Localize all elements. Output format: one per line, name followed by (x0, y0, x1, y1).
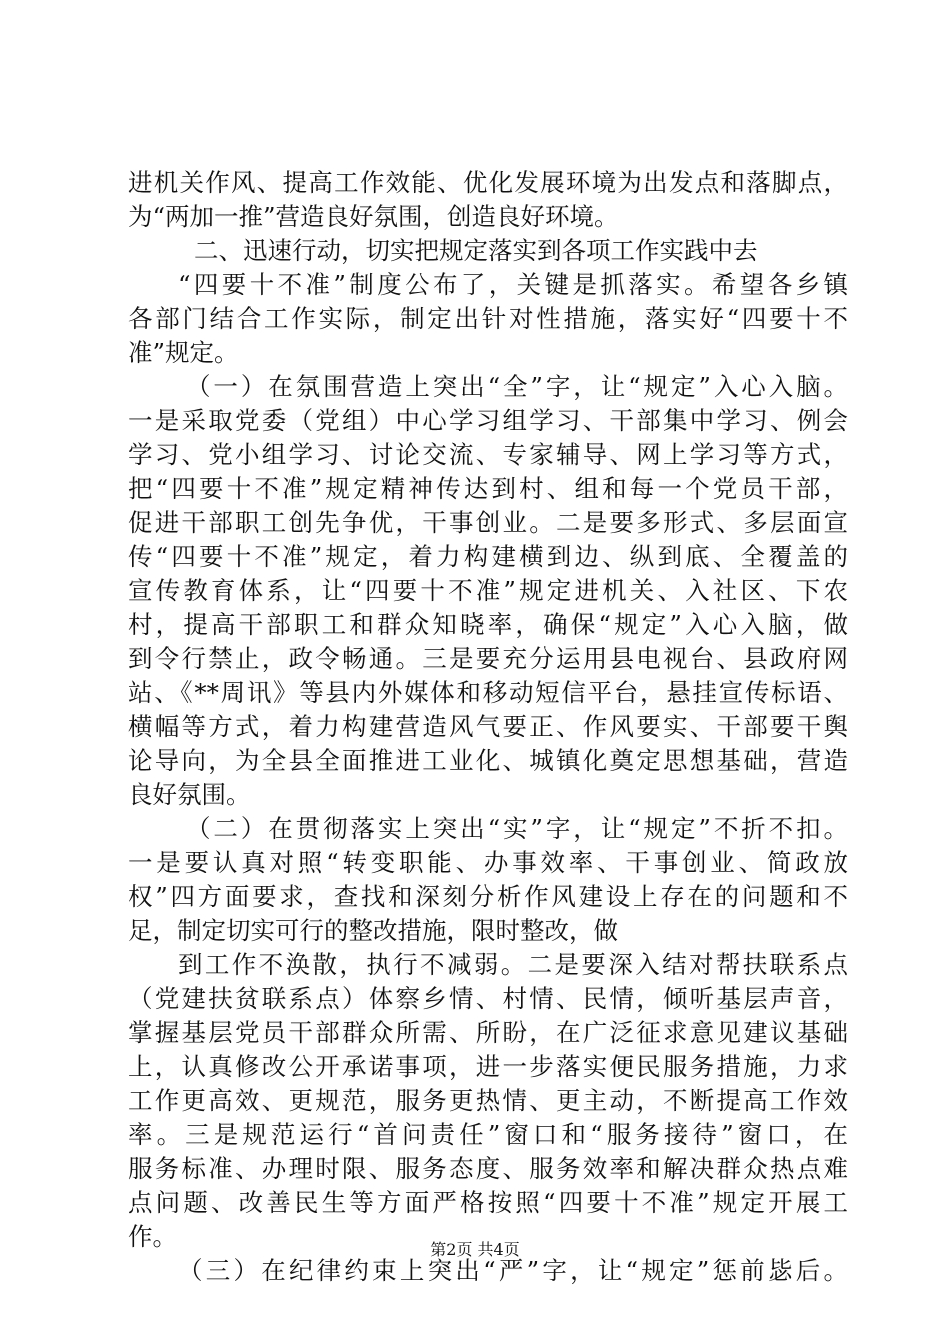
text-line: 上，认真修改公开承诺事项，进一步落实便民服务措施，力求 (128, 1052, 848, 1081)
text-line: （一）在氛围营造上突出“全”字，让“规定”入心入脑。 (186, 372, 848, 401)
page-footer: 第2页 共4页 (430, 1240, 520, 1259)
text-line: （党建扶贫联系点）体察乡情、村情、民情，倾听基层声音， (128, 984, 848, 1013)
text-line: 宣传教育体系，让“四要十不准”规定进机关、入社区、下农 (128, 576, 848, 605)
text-line: 二、迅速行动，切实把规定落实到各项工作实践中去 (194, 236, 758, 265)
text-line: 进机关作风、提高工作效能、优化发展环境为出发点和落脚点， (128, 168, 848, 197)
text-line: 传“四要十不准”规定，着力构建横到边、纵到底、全覆盖的 (128, 542, 848, 571)
text-line: 一是要认真对照“转变职能、办事效率、干事创业、简政放 (128, 848, 848, 877)
text-line: 良好氛围。 (128, 780, 251, 809)
text-line: 论导向，为全县全面推进工业化、城镇化奠定思想基础，营造 (128, 746, 848, 775)
text-line: 为“两加一推”营造良好氛围，创造良好环境。 (128, 202, 619, 231)
text-line: 工作更高效、更规范，服务更热情、更主动，不断提高工作效 (128, 1086, 848, 1115)
text-line: 点问题、改善民生等方面严格按照“四要十不准”规定开展工 (128, 1188, 848, 1217)
text-line: 站、《**周讯》等县内外媒体和移动短信平台，悬挂宣传标语、 (128, 678, 848, 707)
text-line: 率。三是规范运行“首问责任”窗口和“服务接待”窗口，在 (128, 1120, 848, 1149)
text-line: 一是采取党委（党组）中心学习组学习、干部集中学习、例会 (128, 406, 848, 435)
text-line: “四要十不准”制度公布了，关键是抓落实。希望各乡镇 (178, 270, 848, 299)
text-line: 促进干部职工创先争优，干事创业。二是要多形式、多层面宣 (128, 508, 848, 537)
text-line: 学习、党小组学习、讨论交流、专家辅导、网上学习等方式， (128, 440, 848, 469)
text-line: 把“四要十不准”规定精神传达到村、组和每一个党员干部， (128, 474, 848, 503)
text-line: 村，提高干部职工和群众知晓率，确保“规定”入心入脑，做 (128, 610, 848, 639)
text-line: 准”规定。 (128, 338, 239, 367)
text-line: 作。 (128, 1222, 177, 1251)
text-line: 各部门结合工作实际，制定出针对性措施，落实好“四要十不 (128, 304, 848, 333)
text-line: 足，制定切实可行的整改措施，限时整改，做 (128, 916, 618, 945)
text-line: 到令行禁止，政令畅通。三是要充分运用县电视台、县政府网 (128, 644, 848, 673)
text-line: 横幅等方式，着力构建营造风气要正、作风要实、干部要干舆 (128, 712, 848, 741)
text-line: 掌握基层党员干部群众所需、所盼，在广泛征求意见建议基础 (128, 1018, 848, 1047)
text-line: 到工作不涣散，执行不减弱。二是要深入结对帮扶联系点 (178, 950, 848, 979)
text-line: （三）在纪律约束上突出“严”字，让“规定”惩前毖后。 (178, 1256, 848, 1285)
text-line: （二）在贯彻落实上突出“实”字，让“规定”不折不扣。 (186, 814, 848, 843)
text-line: 服务标准、办理时限、服务态度、服务效率和解决群众热点难 (128, 1154, 848, 1183)
text-line: 权”四方面要求，查找和深刻分析作风建设上存在的问题和不 (128, 882, 848, 911)
